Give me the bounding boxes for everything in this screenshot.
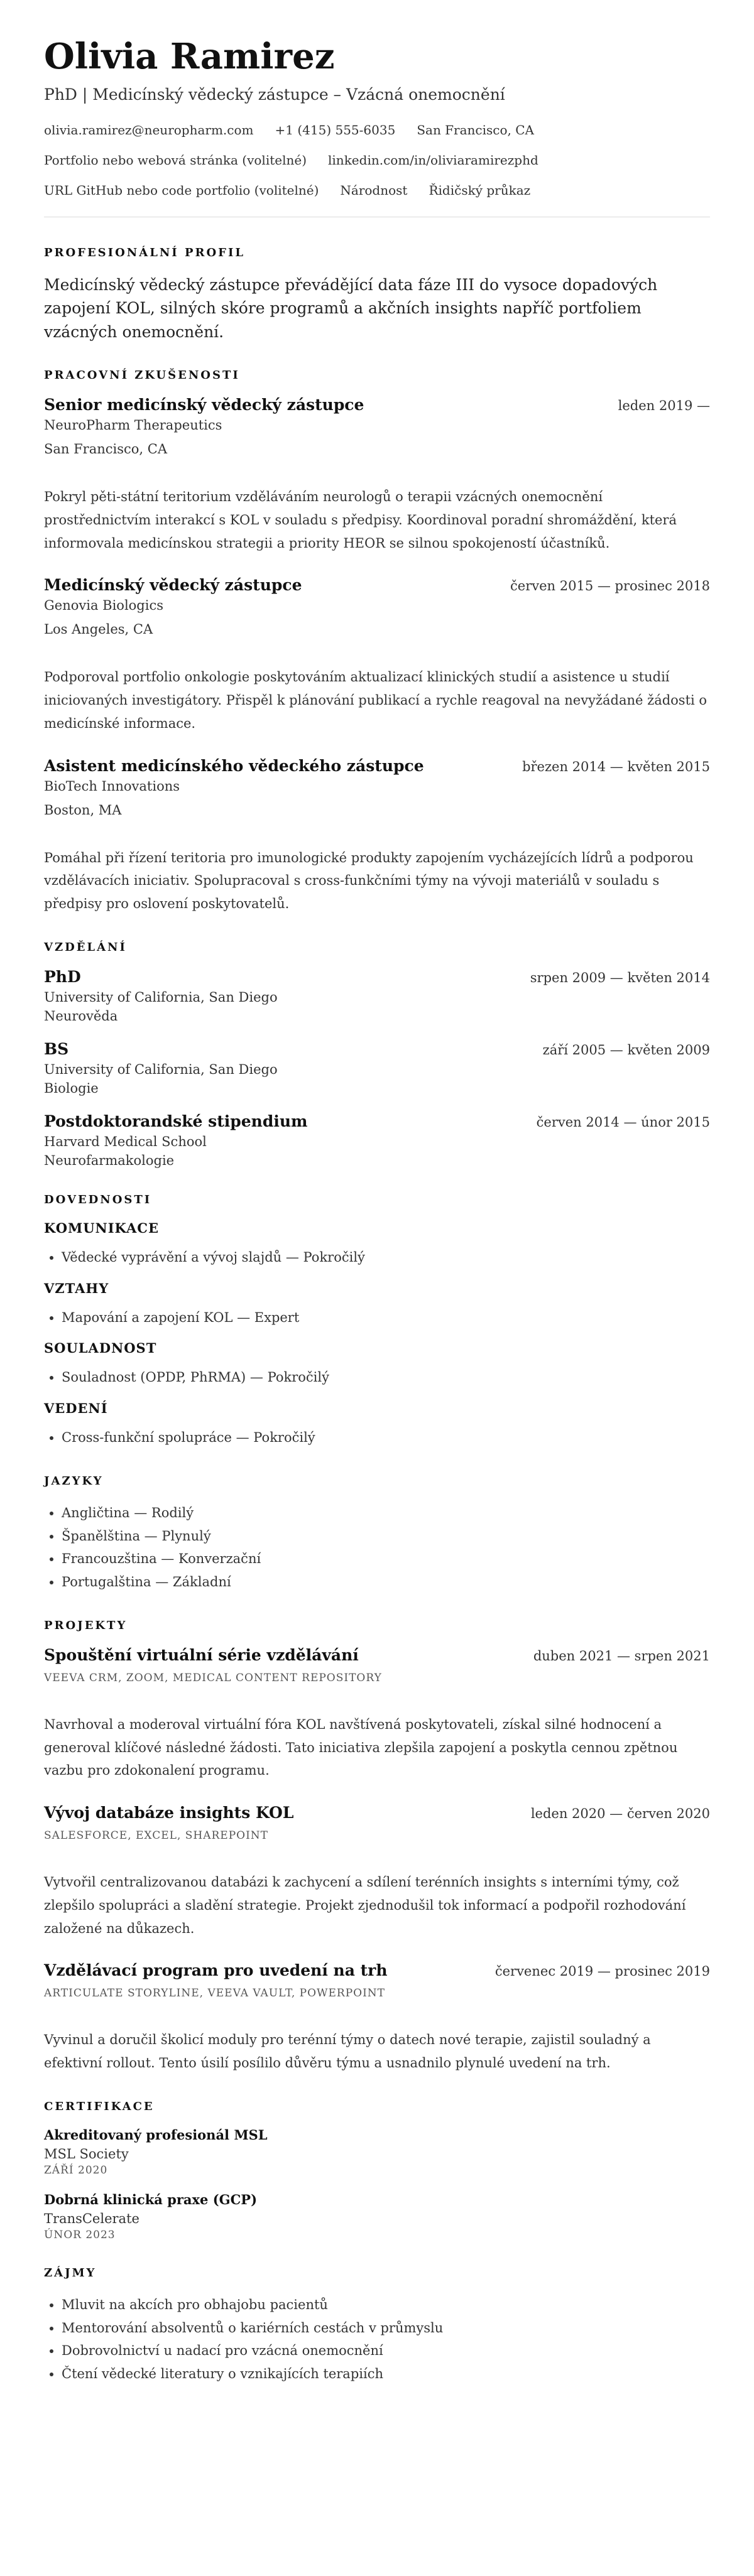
education-item <box>44 1040 710 1096</box>
candidate-title: PhD | Medicínský vědecký zástupce – Vzácná onemocnění <box>44 85 505 104</box>
skill-group-title: VEDENÍ <box>44 1400 108 1417</box>
candidate-name: Olivia Ramirez <box>44 36 335 77</box>
language-item: • Angličtina — Rodilý <box>62 1502 710 1525</box>
project-item <box>44 1804 710 1940</box>
interests-heading: ZÁJMY <box>44 2266 97 2280</box>
skill-item: • Mapování a zapojení KOL — Expert <box>62 1306 710 1329</box>
experience-item-head <box>44 576 710 594</box>
profile-text: Medicínský vědecký zástupce převádějící data fáze III do vysoce dopadových zapojení KOL, silných skóre programů a akčních insights napříč portfoliem vzácných onemocnění. <box>44 275 658 341</box>
interests-section <box>44 2266 710 2386</box>
project-tech: ARTICULATE STORYLINE, VEEVA VAULT, POWERPOINT <box>44 1987 386 2000</box>
project-item-head <box>44 1646 710 1664</box>
contact-row-extra <box>44 183 710 198</box>
field-of-study: Neurověda <box>44 1008 118 1024</box>
interest-item: • Dobrovolnictví u nadací pro vzácná onemocnění <box>62 2339 710 2362</box>
certification-date: ÚNOR 2023 <box>44 2228 116 2241</box>
degree: BS <box>44 1039 69 1058</box>
job-company: Genovia Biologics <box>44 598 163 614</box>
experience-section <box>44 369 710 916</box>
project-date: červenec 2019 — prosinec 2019 <box>494 1964 710 1979</box>
field-of-study: Biologie <box>44 1080 99 1096</box>
project-tech: VEEVA CRM, ZOOM, MEDICAL CONTENT REPOSITORY <box>44 1671 382 1684</box>
language-item: • Španělština — Plynulý <box>62 1525 710 1548</box>
skills-heading: DOVEDNOSTI <box>44 1193 152 1206</box>
skill-list <box>44 1426 710 1449</box>
languages-heading: JAZYKY <box>44 1474 104 1488</box>
school: Harvard Medical School <box>44 1134 207 1149</box>
job-location: Boston, MA <box>44 802 122 818</box>
contact-github[interactable]: URL GitHub nebo code portfolio (volitelné) <box>44 182 319 198</box>
skill-list <box>44 1246 710 1269</box>
education-date: září 2005 — květen 2009 <box>542 1042 710 1058</box>
skill-group-title: KOMUNIKACE <box>44 1220 159 1236</box>
project-title: Vzdělávací program pro uvedení na trh <box>44 1961 388 1980</box>
job-company: BioTech Innovations <box>44 778 180 794</box>
school: University of California, San Diego <box>44 1061 278 1077</box>
contact-row-primary <box>44 122 710 138</box>
job-title: Medicínský vědecký zástupce <box>44 576 302 595</box>
skill-list <box>44 1306 710 1329</box>
certifications-heading: CERTIFIKACE <box>44 2099 155 2113</box>
contact-portfolio[interactable]: Portfolio nebo webová stránka (volitelné) <box>44 152 307 168</box>
experience-heading: PRACOVNÍ ZKUŠENOSTI <box>44 369 240 382</box>
skill-group-title: VZTAHY <box>44 1280 109 1296</box>
contact-nationality: Národnost <box>340 182 408 198</box>
education-item-head <box>44 968 710 986</box>
job-description: Pokryl pěti-státní teritorium vzděláváním neurologů o terapii vzácných onemocnění prostřednictvím interakcí s KOL v souladu s předpisy. Koordinoval poradní shromáždění, která informovala medicínskou strategii a priority HEOR se silnou spokojeností účastníků. <box>44 489 677 551</box>
contact-row-links <box>44 153 710 168</box>
job-date: březen 2014 — květen 2015 <box>522 759 710 774</box>
job-title: Asistent medicínského vědeckého zástupce <box>44 756 424 775</box>
job-location: Los Angeles, CA <box>44 622 153 637</box>
experience-item-head <box>44 396 710 414</box>
skill-list <box>44 1366 710 1389</box>
profile-section <box>44 246 710 344</box>
contact-phone[interactable]: +1 (415) 555-6035 <box>275 122 396 138</box>
education-heading: VZDĚLÁNÍ <box>44 940 127 954</box>
project-item-head <box>44 1804 710 1822</box>
project-title: Vývoj databáze insights KOL <box>44 1804 294 1822</box>
education-date: srpen 2009 — květen 2014 <box>530 970 710 985</box>
job-company: NeuroPharm Therapeutics <box>44 418 222 433</box>
project-item <box>44 1961 710 2075</box>
certification-name: Dobrná klinická praxe (GCP) <box>44 2191 258 2207</box>
interest-item: • Mentorování absolventů o kariérních cestách v průmyslu <box>62 2317 710 2340</box>
interest-item: • Mluvit na akcích pro obhajobu pacientů <box>62 2293 710 2317</box>
degree: PhD <box>44 967 81 986</box>
skill-item: • Souladnost (OPDP, PhRMA) — Pokročilý <box>62 1366 710 1389</box>
contact-email[interactable]: olivia.ramirez@neuropharm.com <box>44 122 254 138</box>
skill-group-title: SOULADNOST <box>44 1340 157 1356</box>
language-item: • Portugalština — Základní <box>62 1571 710 1594</box>
contact-license: Řidičský průkaz <box>429 182 531 198</box>
skills-section <box>44 1193 710 1449</box>
certification-issuer: MSL Society <box>44 2146 129 2162</box>
education-item <box>44 968 710 1024</box>
certification-item <box>44 2127 710 2177</box>
job-description: Pomáhal při řízení teritoria pro imunologické produkty zapojením vycházejících lídrů a podporou vzdělávacích iniciativ. Spolupracoval s cross-funkčními týmy na vývoji materiálů v souladu s předpisy pro oslovení poskytovatelů. <box>44 850 694 912</box>
education-item <box>44 1112 710 1168</box>
contact-linkedin[interactable]: linkedin.com/in/oliviaramirezphd <box>328 152 538 168</box>
projects-section <box>44 1619 710 2075</box>
education-date: červen 2014 — únor 2015 <box>536 1114 710 1130</box>
certifications-section <box>44 2100 710 2241</box>
project-date: duben 2021 — srpen 2021 <box>533 1648 710 1664</box>
job-title: Senior medicínský vědecký zástupce <box>44 396 364 414</box>
field-of-study: Neurofarmakologie <box>44 1152 175 1168</box>
project-description: Navrhoval a moderoval virtuální fóra KOL navštívená poskytovateli, získal silné hodnocení a generoval klíčové následné žádosti. Tato iniciativa zlepšila zapojení a poskytla cennou zpětnou vazbu pro zdokonalení programu. <box>44 1716 678 1778</box>
language-item: • Francouzština — Konverzační <box>62 1547 710 1571</box>
education-item-head <box>44 1040 710 1058</box>
job-date: červen 2015 — prosinec 2018 <box>510 578 710 594</box>
job-description: Podporoval portfolio onkologie poskytováním aktualizací klinických studií a asistence u studií iniciovaných investigátory. Přispěl k plánování publikací a rychle reagoval na nevyžádané žádosti o medicínské informace. <box>44 669 708 731</box>
job-date: leden 2019 — <box>618 398 710 414</box>
project-title: Spouštění virtuální série vzdělávání <box>44 1645 359 1664</box>
contact-location: San Francisco, CA <box>417 122 534 138</box>
school: University of California, San Diego <box>44 989 278 1005</box>
languages-section <box>44 1475 710 1594</box>
language-list <box>44 1502 710 1594</box>
experience-item <box>44 576 710 735</box>
degree: Postdoktorandské stipendium <box>44 1112 308 1130</box>
certification-item <box>44 2192 710 2241</box>
interest-list <box>44 2293 710 2386</box>
education-item-head <box>44 1112 710 1130</box>
project-description: Vyvinul a doručil školicí moduly pro terénní týmy o datech nové terapie, zajistil souladný a efektivní rollout. Tento úsilí posílilo důvěru týmu a usnadnilo plynulé uvedení na trh. <box>44 2032 651 2071</box>
certification-issuer: TransCelerate <box>44 2211 139 2226</box>
project-tech: SALESFORCE, EXCEL, SHAREPOINT <box>44 1829 269 1843</box>
experience-item <box>44 757 710 916</box>
project-description: Vytvořil centralizovanou databázi k zachycení a sdílení terénních insights s interními týmy, což zlepšilo spolupráci a sladění strategie. Projekt zjednodušil tok informací a podpořil rozhodování založené na důkazech. <box>44 1875 686 1936</box>
certification-date: ZÁŘÍ 2020 <box>44 2163 108 2177</box>
project-item-head <box>44 1961 710 1979</box>
profile-heading: PROFESIONÁLNÍ PROFIL <box>44 246 246 259</box>
skill-item: • Cross-funkční spolupráce — Pokročilý <box>62 1426 710 1449</box>
experience-item-head <box>44 757 710 775</box>
job-location: San Francisco, CA <box>44 441 168 457</box>
education-section <box>44 941 710 1168</box>
projects-heading: PROJEKTY <box>44 1618 128 1632</box>
project-item <box>44 1646 710 1782</box>
experience-item <box>44 396 710 555</box>
certification-name: Akreditovaný profesionál MSL <box>44 2126 268 2143</box>
interest-item: • Čtení vědecké literatury o vznikajících terapiích <box>62 2362 710 2386</box>
skill-item: • Vědecké vyprávění a vývoj slajdů — Pokročilý <box>62 1246 710 1269</box>
project-date: leden 2020 — červen 2020 <box>530 1806 710 1822</box>
resume-header <box>44 38 710 198</box>
